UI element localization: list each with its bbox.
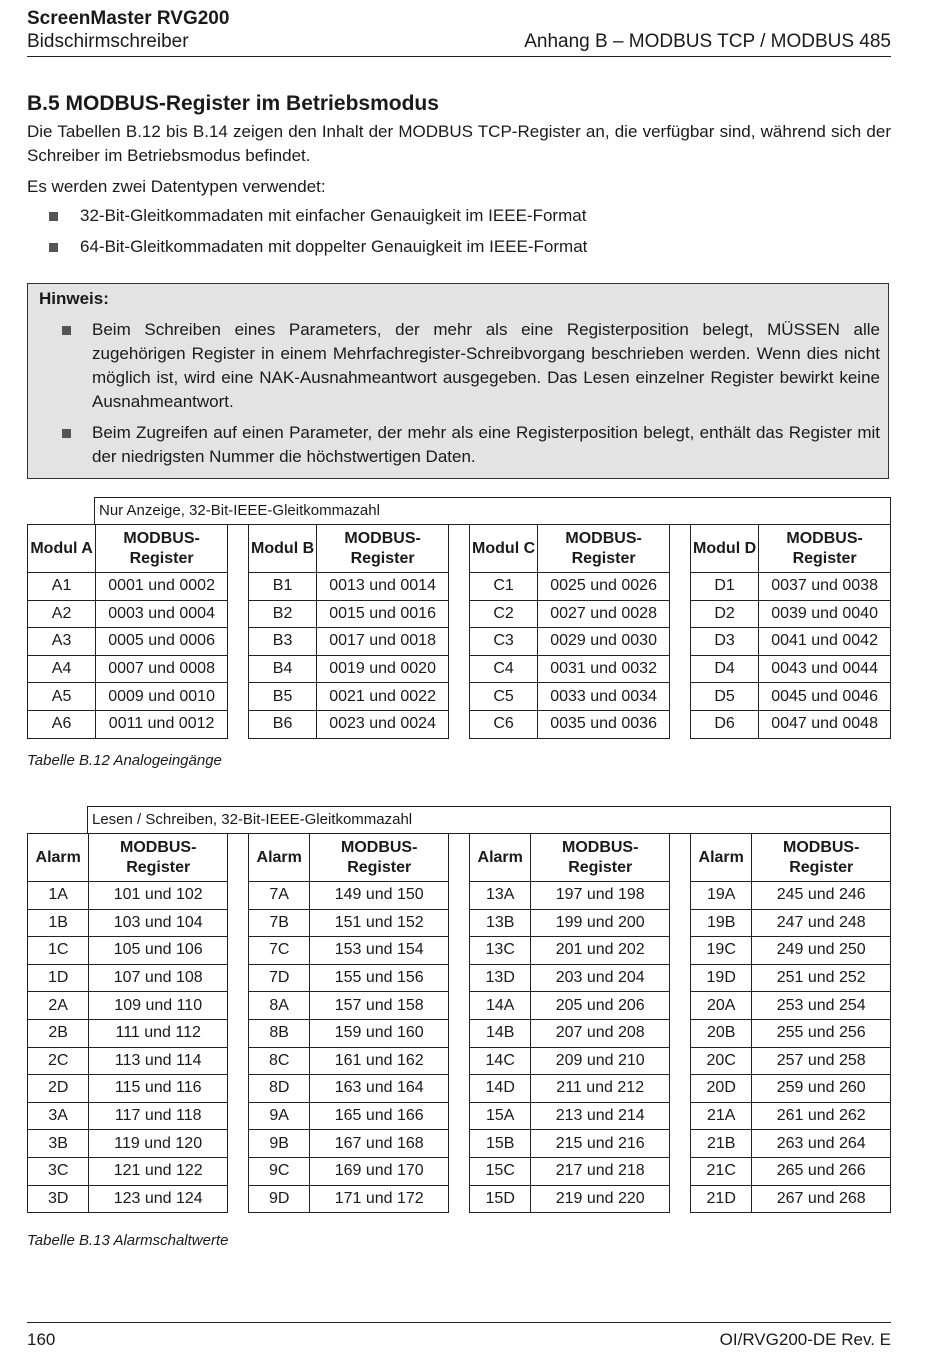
cell-id: 1D xyxy=(28,964,89,992)
cell-id: 14D xyxy=(470,1075,531,1103)
register-table-block xyxy=(690,524,891,739)
cell-id: C5 xyxy=(470,683,538,711)
cell-register: 249 und 250 xyxy=(752,937,891,965)
table-row xyxy=(28,882,228,910)
table-row xyxy=(691,937,891,965)
cell-register: 113 und 114 xyxy=(89,1047,228,1075)
cell-id: 9A xyxy=(249,1102,310,1130)
table-row xyxy=(28,600,228,628)
table-header-row xyxy=(470,525,670,573)
cell-id: D1 xyxy=(691,573,759,601)
cell-id: 7A xyxy=(249,882,310,910)
cell-id: D4 xyxy=(691,655,759,683)
register-table-block xyxy=(248,833,449,1213)
table-row xyxy=(249,1157,449,1185)
register-table-block xyxy=(469,833,670,1213)
table-row xyxy=(249,655,449,683)
table-row xyxy=(691,683,891,711)
header-divider xyxy=(27,56,891,57)
table-row xyxy=(28,1185,228,1213)
table-row xyxy=(470,1102,670,1130)
table-row xyxy=(28,909,228,937)
register-table-block xyxy=(248,524,449,739)
table-row xyxy=(470,882,670,910)
cell-id: D5 xyxy=(691,683,759,711)
cell-register: 205 und 206 xyxy=(531,992,670,1020)
types-list xyxy=(27,204,891,266)
table-row xyxy=(691,1157,891,1185)
table-row xyxy=(249,683,449,711)
cell-register: 0045 und 0046 xyxy=(759,683,891,711)
table-caption: Tabelle B.13 Alarmschaltwerte xyxy=(27,1232,229,1249)
column-header-id: Modul D xyxy=(691,525,759,573)
cell-register: 0037 und 0038 xyxy=(759,573,891,601)
table-row xyxy=(249,628,449,656)
cell-id: B1 xyxy=(249,573,317,601)
table-row xyxy=(470,600,670,628)
cell-register: 149 und 150 xyxy=(310,882,449,910)
cell-id: C4 xyxy=(470,655,538,683)
table-row xyxy=(470,1047,670,1075)
cell-register: 0017 und 0018 xyxy=(317,628,449,656)
footer-divider xyxy=(27,1322,891,1323)
cell-id: 21B xyxy=(691,1130,752,1158)
table-row xyxy=(691,1047,891,1075)
cell-register: 0009 und 0010 xyxy=(96,683,228,711)
product-name: ScreenMaster RVG200 xyxy=(27,8,230,29)
column-header-register: MODBUS-Register xyxy=(317,525,449,573)
list-item: 32-Bit-Gleitkommadaten mit einfacher Genauigkeit im IEEE-Format xyxy=(27,204,891,228)
page-header xyxy=(27,8,891,54)
page-number: 160 xyxy=(27,1330,56,1349)
note-box xyxy=(27,283,889,479)
table-row xyxy=(691,882,891,910)
cell-register: 213 und 214 xyxy=(531,1102,670,1130)
table-row xyxy=(28,655,228,683)
cell-register: 123 und 124 xyxy=(89,1185,228,1213)
table-row xyxy=(691,655,891,683)
cell-id: C1 xyxy=(470,573,538,601)
table-row xyxy=(691,909,891,937)
cell-register: 257 und 258 xyxy=(752,1047,891,1075)
table-row xyxy=(249,600,449,628)
register-table-block xyxy=(27,833,228,1213)
cell-id: A1 xyxy=(28,573,96,601)
cell-register: 161 und 162 xyxy=(310,1047,449,1075)
cell-id: 9B xyxy=(249,1130,310,1158)
table-row xyxy=(28,1157,228,1185)
table-row xyxy=(691,1185,891,1213)
table-row xyxy=(691,600,891,628)
table-row xyxy=(470,628,670,656)
table-row xyxy=(28,964,228,992)
cell-register: 153 und 154 xyxy=(310,937,449,965)
cell-id: 20B xyxy=(691,1019,752,1047)
cell-register: 215 und 216 xyxy=(531,1130,670,1158)
table-row xyxy=(249,573,449,601)
column-header-id: Modul A xyxy=(28,525,96,573)
intro-paragraph: Die Tabellen B.12 bis B.14 zeigen den Inhalt der MODBUS TCP-Register an, die verfügbar sind, während sich der Schreiber im Betriebsmodus befindet. xyxy=(27,122,891,165)
cell-register: 261 und 262 xyxy=(752,1102,891,1130)
cell-register: 107 und 108 xyxy=(89,964,228,992)
cell-id: 7C xyxy=(249,937,310,965)
square-bullet-icon xyxy=(62,429,71,438)
list-item: Beim Schreiben eines Parameters, der mehr als eine Registerposition belegt, MÜSSEN alle zugehörigen Register in einem Mehrfachregister-Schreibvorgang beschrieben werden. Wenn dies nicht möglich ist, wird eine NAK-Ausnahmeantwort ausgegeben. Das Lesen einzelner Register bewirkt keine Ausnahmeantwort. xyxy=(38,318,880,414)
cell-register: 263 und 264 xyxy=(752,1130,891,1158)
cell-register: 211 und 212 xyxy=(531,1075,670,1103)
cell-register: 165 und 166 xyxy=(310,1102,449,1130)
cell-register: 247 und 248 xyxy=(752,909,891,937)
column-header-register: MODBUS-Register xyxy=(310,834,449,882)
document-id: OI/RVG200-DE Rev. E xyxy=(719,1330,891,1349)
table-row xyxy=(28,937,228,965)
table-row xyxy=(249,1185,449,1213)
cell-register: 105 und 106 xyxy=(89,937,228,965)
cell-id: C6 xyxy=(470,710,538,738)
cell-id: 20C xyxy=(691,1047,752,1075)
column-header-register: MODBUS-Register xyxy=(531,834,670,882)
cell-register: 0047 und 0048 xyxy=(759,710,891,738)
cell-register: 0027 und 0028 xyxy=(538,600,670,628)
table-row xyxy=(249,1047,449,1075)
table-row xyxy=(249,882,449,910)
table-row xyxy=(28,628,228,656)
cell-id: 15D xyxy=(470,1185,531,1213)
cell-id: C2 xyxy=(470,600,538,628)
cell-register: 0029 und 0030 xyxy=(538,628,670,656)
column-header-id: Alarm xyxy=(28,834,89,882)
cell-register: 117 und 118 xyxy=(89,1102,228,1130)
table-header-row xyxy=(28,834,228,882)
cell-id: B6 xyxy=(249,710,317,738)
table-row xyxy=(470,655,670,683)
cell-register: 253 und 254 xyxy=(752,992,891,1020)
table-header-row xyxy=(249,525,449,573)
table-row xyxy=(470,1019,670,1047)
cell-id: D2 xyxy=(691,600,759,628)
cell-register: 151 und 152 xyxy=(310,909,449,937)
cell-register: 0003 und 0004 xyxy=(96,600,228,628)
cell-id: A4 xyxy=(28,655,96,683)
cell-register: 267 und 268 xyxy=(752,1185,891,1213)
cell-register: 259 und 260 xyxy=(752,1075,891,1103)
cell-id: 3A xyxy=(28,1102,89,1130)
cell-id: 9C xyxy=(249,1157,310,1185)
cell-id: 13C xyxy=(470,937,531,965)
table-row xyxy=(470,1130,670,1158)
cell-register: 0001 und 0002 xyxy=(96,573,228,601)
cell-register: 115 und 116 xyxy=(89,1075,228,1103)
table-span-header: Lesen / Schreiben, 32-Bit-IEEE-Gleitkommazahl xyxy=(87,806,891,834)
table-row xyxy=(691,1102,891,1130)
column-header-id: Alarm xyxy=(470,834,531,882)
note-title: Hinweis: xyxy=(39,289,109,308)
table-row xyxy=(28,1075,228,1103)
cell-register: 0015 und 0016 xyxy=(317,600,449,628)
table-row xyxy=(691,1130,891,1158)
cell-register: 159 und 160 xyxy=(310,1019,449,1047)
cell-id: 8B xyxy=(249,1019,310,1047)
cell-id: 1C xyxy=(28,937,89,965)
list-item: 64-Bit-Gleitkommadaten mit doppelter Genauigkeit im IEEE-Format xyxy=(27,235,891,259)
cell-id: 13B xyxy=(470,909,531,937)
table-row xyxy=(470,573,670,601)
table-row xyxy=(470,937,670,965)
cell-id: A2 xyxy=(28,600,96,628)
column-header-register: MODBUS-Register xyxy=(538,525,670,573)
cell-register: 0013 und 0014 xyxy=(317,573,449,601)
column-header-register: MODBUS-Register xyxy=(96,525,228,573)
cell-id: 13A xyxy=(470,882,531,910)
cell-id: 19C xyxy=(691,937,752,965)
cell-register: 217 und 218 xyxy=(531,1157,670,1185)
table-row xyxy=(470,964,670,992)
cell-id: 14A xyxy=(470,992,531,1020)
table-header-row xyxy=(249,834,449,882)
table-row xyxy=(691,964,891,992)
cell-id: 2A xyxy=(28,992,89,1020)
page-footer xyxy=(27,1330,891,1350)
table-span-header: Nur Anzeige, 32-Bit-IEEE-Gleitkommazahl xyxy=(94,497,891,525)
cell-id: 3D xyxy=(28,1185,89,1213)
table-row xyxy=(28,573,228,601)
table-row xyxy=(249,992,449,1020)
cell-register: 197 und 198 xyxy=(531,882,670,910)
cell-id: 2C xyxy=(28,1047,89,1075)
table-row xyxy=(249,1019,449,1047)
table-caption: Tabelle B.12 Analogeingänge xyxy=(27,752,222,769)
cell-register: 119 und 120 xyxy=(89,1130,228,1158)
cell-register: 0011 und 0012 xyxy=(96,710,228,738)
table-header-row xyxy=(28,525,228,573)
cell-id: 19B xyxy=(691,909,752,937)
cell-register: 0005 und 0006 xyxy=(96,628,228,656)
cell-id: 3B xyxy=(28,1130,89,1158)
product-subtitle: Bidschirmschreiber xyxy=(27,31,189,52)
cell-register: 169 und 170 xyxy=(310,1157,449,1185)
column-header-id: Modul B xyxy=(249,525,317,573)
cell-register: 0019 und 0020 xyxy=(317,655,449,683)
column-header-register: MODBUS-Register xyxy=(89,834,228,882)
cell-register: 0043 und 0044 xyxy=(759,655,891,683)
table-row xyxy=(28,710,228,738)
cell-register: 163 und 164 xyxy=(310,1075,449,1103)
cell-id: 2B xyxy=(28,1019,89,1047)
cell-id: 21A xyxy=(691,1102,752,1130)
table-row xyxy=(470,683,670,711)
types-intro: Es werden zwei Datentypen verwendet: xyxy=(27,177,326,196)
chapter-title: Anhang B – MODBUS TCP / MODBUS 485 xyxy=(524,31,891,52)
cell-id: 14C xyxy=(470,1047,531,1075)
table-row xyxy=(249,710,449,738)
cell-id: B3 xyxy=(249,628,317,656)
column-header-register: MODBUS-Register xyxy=(752,834,891,882)
table-row xyxy=(470,909,670,937)
table-row xyxy=(470,1157,670,1185)
cell-id: 9D xyxy=(249,1185,310,1213)
section-title: B.5 MODBUS-Register im Betriebsmodus xyxy=(27,92,439,115)
table-header-row xyxy=(470,834,670,882)
table-header-row xyxy=(691,525,891,573)
cell-register: 0041 und 0042 xyxy=(759,628,891,656)
table-row xyxy=(28,683,228,711)
table-row xyxy=(470,1075,670,1103)
cell-register: 109 und 110 xyxy=(89,992,228,1020)
cell-id: 2D xyxy=(28,1075,89,1103)
table-row xyxy=(691,1019,891,1047)
cell-id: B4 xyxy=(249,655,317,683)
cell-id: A3 xyxy=(28,628,96,656)
cell-register: 0035 und 0036 xyxy=(538,710,670,738)
cell-register: 255 und 256 xyxy=(752,1019,891,1047)
table-row xyxy=(249,1075,449,1103)
cell-register: 207 und 208 xyxy=(531,1019,670,1047)
cell-id: 1B xyxy=(28,909,89,937)
table-header-row xyxy=(691,834,891,882)
note-list xyxy=(38,318,880,476)
column-header-id: Alarm xyxy=(691,834,752,882)
table-row xyxy=(249,964,449,992)
square-bullet-icon xyxy=(49,243,58,252)
cell-register: 101 und 102 xyxy=(89,882,228,910)
cell-id: 8A xyxy=(249,992,310,1020)
cell-id: 14B xyxy=(470,1019,531,1047)
table-row xyxy=(249,909,449,937)
column-header-id: Alarm xyxy=(249,834,310,882)
cell-register: 103 und 104 xyxy=(89,909,228,937)
cell-id: 15B xyxy=(470,1130,531,1158)
cell-register: 209 und 210 xyxy=(531,1047,670,1075)
cell-register: 155 und 156 xyxy=(310,964,449,992)
cell-id: 20A xyxy=(691,992,752,1020)
cell-id: A6 xyxy=(28,710,96,738)
table-row xyxy=(28,1102,228,1130)
cell-register: 0025 und 0026 xyxy=(538,573,670,601)
cell-register: 0023 und 0024 xyxy=(317,710,449,738)
cell-register: 167 und 168 xyxy=(310,1130,449,1158)
table-row xyxy=(691,710,891,738)
cell-id: 15C xyxy=(470,1157,531,1185)
cell-id: 13D xyxy=(470,964,531,992)
cell-register: 201 und 202 xyxy=(531,937,670,965)
table-row xyxy=(470,992,670,1020)
table-row xyxy=(28,992,228,1020)
cell-register: 265 und 266 xyxy=(752,1157,891,1185)
square-bullet-icon xyxy=(49,212,58,221)
table-row xyxy=(28,1019,228,1047)
cell-id: 8C xyxy=(249,1047,310,1075)
table-row xyxy=(249,937,449,965)
cell-id: 20D xyxy=(691,1075,752,1103)
square-bullet-icon xyxy=(62,326,71,335)
table-row xyxy=(28,1130,228,1158)
cell-register: 171 und 172 xyxy=(310,1185,449,1213)
register-table-block xyxy=(27,524,228,739)
cell-id: 3C xyxy=(28,1157,89,1185)
table-row xyxy=(691,1075,891,1103)
table-row xyxy=(28,1047,228,1075)
cell-id: A5 xyxy=(28,683,96,711)
cell-register: 203 und 204 xyxy=(531,964,670,992)
cell-register: 0007 und 0008 xyxy=(96,655,228,683)
list-item: Beim Zugreifen auf einen Parameter, der mehr als eine Registerposition belegt, enthält das Register mit der niedrigsten Nummer die höchstwertigen Daten. xyxy=(38,421,880,469)
cell-id: B2 xyxy=(249,600,317,628)
table-row xyxy=(470,1185,670,1213)
cell-id: 7D xyxy=(249,964,310,992)
table-row xyxy=(470,710,670,738)
cell-id: 7B xyxy=(249,909,310,937)
register-table-block xyxy=(690,833,891,1213)
cell-register: 199 und 200 xyxy=(531,909,670,937)
cell-id: 21C xyxy=(691,1157,752,1185)
cell-register: 245 und 246 xyxy=(752,882,891,910)
cell-id: D6 xyxy=(691,710,759,738)
table-row xyxy=(691,628,891,656)
cell-id: C3 xyxy=(470,628,538,656)
cell-register: 157 und 158 xyxy=(310,992,449,1020)
cell-register: 0039 und 0040 xyxy=(759,600,891,628)
cell-id: D3 xyxy=(691,628,759,656)
register-table-block xyxy=(469,524,670,739)
column-header-id: Modul C xyxy=(470,525,538,573)
column-header-register: MODBUS-Register xyxy=(759,525,891,573)
table-row xyxy=(691,573,891,601)
cell-register: 251 und 252 xyxy=(752,964,891,992)
cell-register: 111 und 112 xyxy=(89,1019,228,1047)
cell-register: 0021 und 0022 xyxy=(317,683,449,711)
cell-id: 21D xyxy=(691,1185,752,1213)
cell-register: 219 und 220 xyxy=(531,1185,670,1213)
cell-register: 0033 und 0034 xyxy=(538,683,670,711)
table-row xyxy=(691,992,891,1020)
cell-id: 15A xyxy=(470,1102,531,1130)
table-row xyxy=(249,1130,449,1158)
cell-id: 19A xyxy=(691,882,752,910)
cell-id: B5 xyxy=(249,683,317,711)
table-row xyxy=(249,1102,449,1130)
cell-id: 19D xyxy=(691,964,752,992)
cell-register: 0031 und 0032 xyxy=(538,655,670,683)
cell-id: 8D xyxy=(249,1075,310,1103)
cell-id: 1A xyxy=(28,882,89,910)
cell-register: 121 und 122 xyxy=(89,1157,228,1185)
